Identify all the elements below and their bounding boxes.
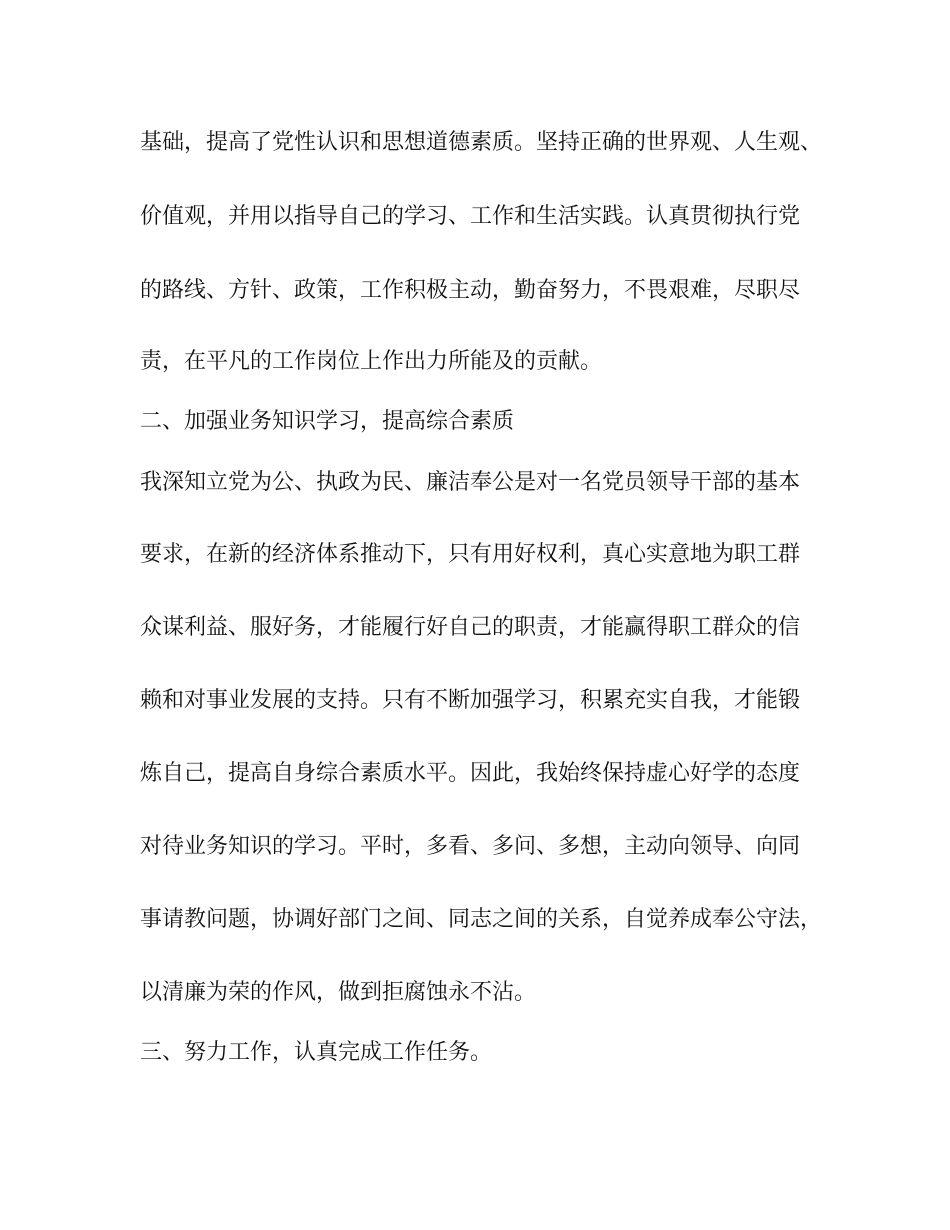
paragraph-2-line-5: 炼自己，提高自身综合素质水平。因此，我始终保持虚心好学的态度 [140,761,801,786]
paragraph-1-line-3: 的路线、方针、政策，工作积极主动，勤奋努力，不畏艰难，尽职尽 [140,278,801,303]
section-heading-3: 三、努力工作，认真完成工作任务。 [140,1040,493,1065]
paragraph-2-line-6: 对待业务知识的学习。平时，多看、多问、多想，主动向领导、向同 [140,834,801,859]
paragraph-1-line-4: 责，在平凡的工作岗位上作出力所能及的贡献。 [140,349,603,374]
paragraph-1-line-2: 价值观，并用以指导自己的学习、工作和生活实践。认真贯彻执行党 [140,204,801,229]
section-heading-2: 二、加强业务知识学习，提高综合素质 [140,409,515,434]
paragraph-2-line-7: 事请教问题，协调好部门之间、同志之间的关系，自觉养成奉公守法， [140,907,823,932]
paragraph-2-line-2: 要求，在新的经济体系推动下，只有用好权利，真心实意地为职工群 [140,542,801,567]
paragraph-2-line-1: 我深知立党为公、执政为民、廉洁奉公是对一名党员领导干部的基本 [140,470,801,495]
paragraph-1-line-1: 基础，提高了党性认识和思想道德素质。坚持正确的世界观、人生观、 [140,130,823,155]
paragraph-2-line-8: 以清廉为荣的作风，做到拒腐蚀永不沾。 [140,980,537,1005]
paragraph-2-line-4: 赖和对事业发展的支持。只有不断加强学习，积累充实自我，才能锻 [140,688,801,713]
paragraph-2-line-3: 众谋利益、服好务，才能履行好自己的职责，才能赢得职工群众的信 [140,615,801,640]
